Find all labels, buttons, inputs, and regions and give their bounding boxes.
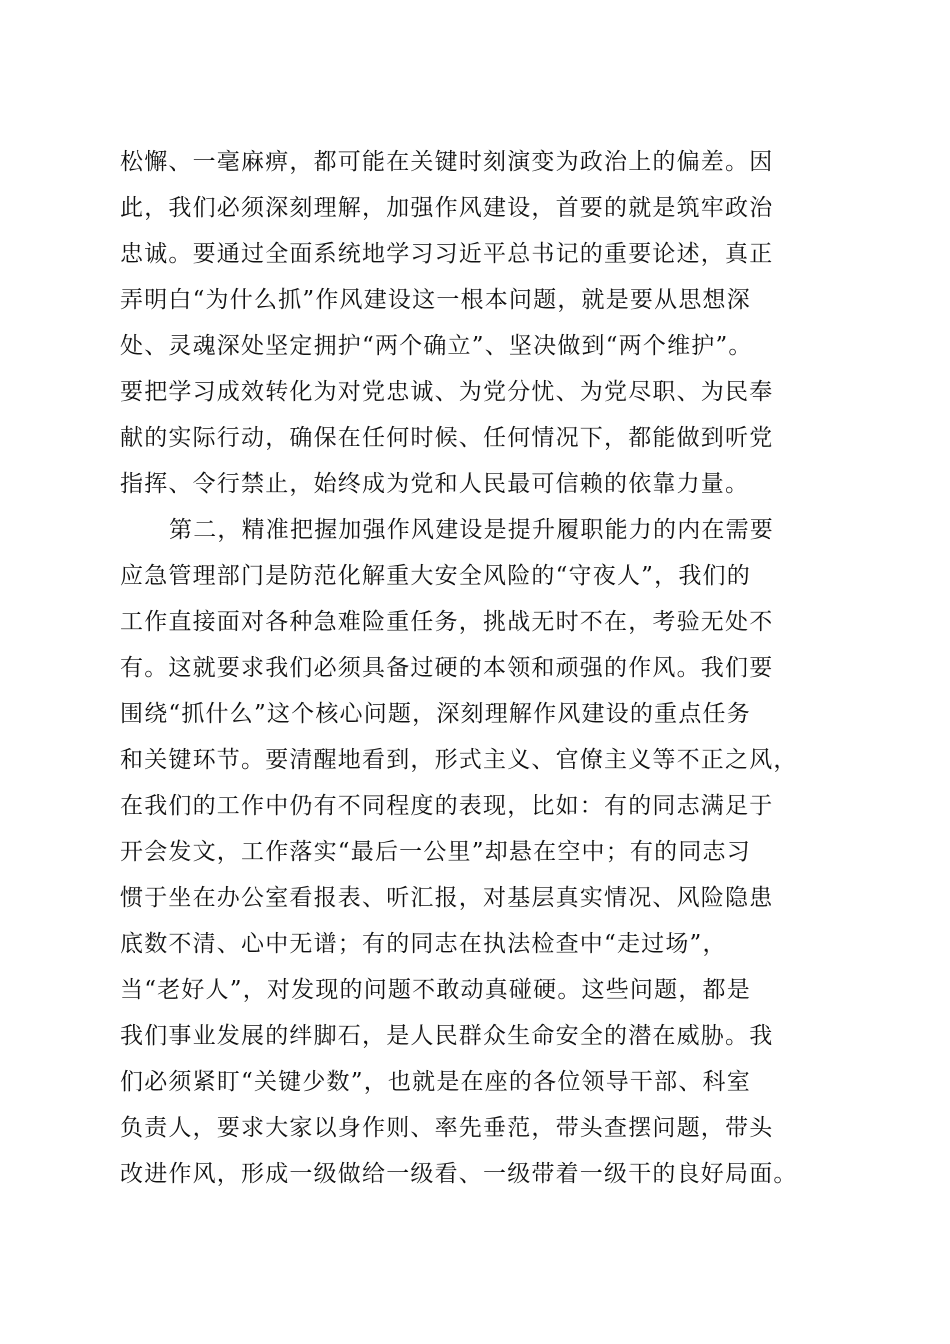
text-line: 献的实际行动，确保在任何时候、任何情况下，都能做到听党 (120, 425, 774, 451)
text-line: 有。这就要求我们必须具备过硬的本领和顽强的作风。我们要 (120, 655, 774, 681)
text-line: 处、灵魂深处坚定拥护“两个确立”、坚决做到“两个维护”。 (120, 333, 753, 359)
text-line: 弄明白“为什么抓”作风建设这一根本问题，就是要从思想深 (120, 287, 751, 313)
text-line: 指挥、令行禁止，始终成为党和人民最可信赖的依靠力量。 (120, 471, 750, 497)
text-line: 和关键环节。要清醒地看到，形式主义、官僚主义等不正之风， (120, 747, 798, 773)
text-line: 要把学习成效转化为对党忠诚、为党分忧、为党尽职、为民奉 (120, 379, 774, 405)
text-line: 惯于坐在办公室看报表、听汇报，对基层真实情况、风险隐患 (120, 885, 774, 911)
text-line: 围绕“抓什么”这个核心问题，深刻理解作风建设的重点任务 (120, 701, 751, 727)
text-line: 此，我们必须深刻理解，加强作风建设，首要的就是筑牢政治 (120, 195, 774, 221)
text-line: 负责人，要求大家以身作则、率先垂范，带头查摆问题，带头 (120, 1115, 774, 1141)
text-line: 当“老好人”，对发现的问题不敢动真碰硬。这些问题，都是 (120, 977, 751, 1003)
text-line: 忠诚。要通过全面系统地学习习近平总书记的重要论述，真正 (120, 241, 774, 267)
body-text (120, 139, 840, 1197)
text-line: 开会发文，工作落实“最后一公里”却悬在空中；有的同志习 (120, 839, 751, 865)
text-line: 在我们的工作中仍有不同程度的表现，比如：有的同志满足于 (120, 793, 774, 819)
text-line: 松懈、一毫麻痹，都可能在关键时刻演变为政治上的偏差。因 (120, 149, 774, 175)
text-line: 应急管理部门是防范化解重大安全风险的“守夜人”，我们的 (120, 563, 751, 589)
text-line: 底数不清、心中无谱；有的同志在执法检查中“走过场”， (120, 931, 727, 957)
text-line: 我们事业发展的绊脚石，是人民群众生命安全的潜在威胁。我 (120, 1023, 774, 1049)
text-line: 工作直接面对各种急难险重任务，挑战无时不在，考验无处不 (120, 609, 774, 635)
text-line: 改进作风，形成一级做给一级看、一级带着一级干的良好局面。 (120, 1161, 798, 1187)
text-line: 们必须紧盯“关键少数”，也就是在座的各位领导干部、科室 (120, 1069, 751, 1095)
section-heading: 第二，精准把握加强作风建设是提升履职能力的内在需要 (169, 517, 774, 543)
